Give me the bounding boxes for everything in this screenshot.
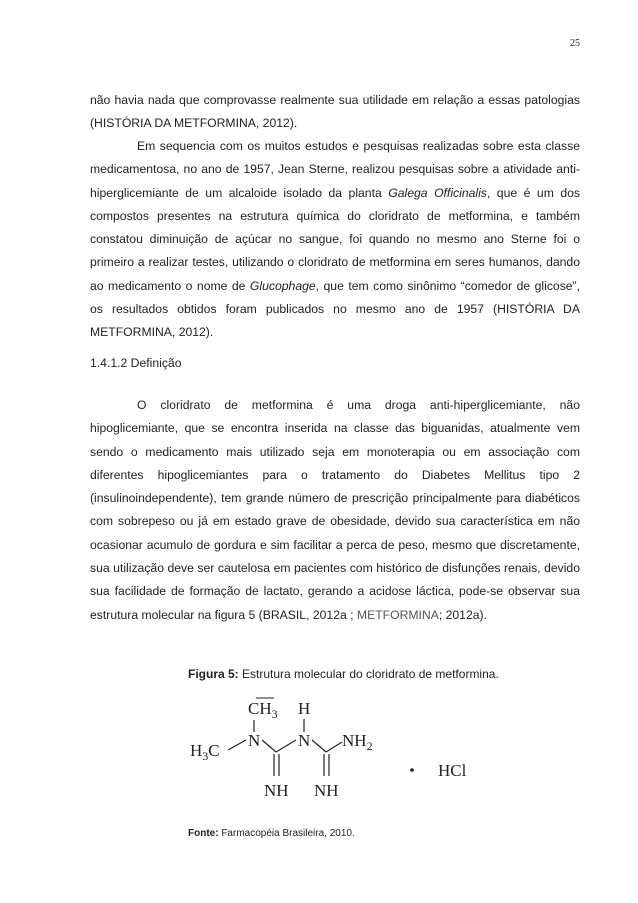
section-heading: 1.4.1.2 Definição	[90, 356, 182, 370]
paragraph-2-part-2: , que é um dos compostos presentes na estrutura química do cloridrato de metformina, e também constatou diminuição de açúcar no sangue, foi quando no mesmo ano Sterne foi o primeiro a realizar testes, utilizando o cloridrato de metformina em seres humanos, dando ao medicamento o nome de	[90, 185, 581, 293]
drug-name: Glucophage	[249, 278, 316, 293]
paragraph-3-text	[90, 394, 580, 627]
bond-c2-nh2	[326, 742, 342, 752]
metformina-link[interactable]: METFORMINA	[356, 607, 439, 622]
metformin-hydrochloride-structure	[190, 690, 490, 820]
figure-source-label: Fonte:	[188, 828, 219, 839]
figure-label: Figura 5:	[188, 667, 239, 681]
paragraph-3-part-2: ; 2012a).	[438, 607, 487, 622]
paragraph-2-part-1: Em sequencia com os muitos estudos e pesquisas realizadas sobre esta classe medicamentosa, no ano de 1957, Jean Sterne, realizou pesquisas sobre a atividade anti-hiperglicemiante de um alcaloide isolado da planta	[90, 139, 580, 200]
figure-source-text: Farmacopéia Brasileira, 2010.	[218, 828, 355, 839]
plant-name: Galega Officinalis	[388, 185, 487, 200]
salt-dot	[410, 768, 414, 772]
n1-label: N	[248, 731, 261, 750]
bond-h3c-n1	[228, 740, 246, 750]
paragraph-3	[90, 394, 580, 627]
bond-c1-n2	[276, 740, 296, 752]
paragraph-2	[90, 135, 580, 345]
bond-n2-c2	[312, 740, 326, 752]
paragraph-3-part-1: O cloridrato de metformina é uma droga anti-hiperglicemiante, não hipoglicemiante, que se encontra inserida na classe das biguanidas, atualmente vem sendo o medicamento mais utilizado seja em monoterapia ou em associação com diferentes hipoglicemiantes para o tratamento do Diabetes Mellitus tipo 2 (insulinoindependente), tem grande número de prescrição principalmente para diabéticos com sobrepeso ou já em estado grave de obesidade, devido sua característica em não ocasionar acumulo de gordura e sim facilitar a perca de peso, mesmo que discretamente, sua utilização deve ser cautelosa em pacientes com histórico de disfunções renais, devido sua facilidade de formação de lactato, gerando a acidose láctica, pode-se observar sua estrutura molecular na figura 5 (BRASIL, 2012a ;	[90, 398, 580, 622]
paragraph-1	[90, 89, 580, 136]
ch3-top-label: $CH_3$	[248, 699, 278, 721]
figure-source	[188, 828, 355, 839]
figure-caption-text: Estrutura molecular do cloridrato de metformina.	[238, 667, 499, 681]
paragraph-1-text: não havia nada que comprovasse realmente sua utilidade em relação a essas patologias (HISTÓRIA DA METFORMINA, 2012).	[90, 93, 580, 131]
nh2-label: $NH_2$	[342, 731, 373, 753]
n2-label: N	[298, 731, 311, 750]
nh-left-label: NH	[264, 781, 289, 800]
hcl-label: HCl	[438, 761, 467, 780]
h3c-label: $H_3C$	[190, 741, 220, 763]
figure-caption	[188, 667, 499, 681]
paragraph-2-text	[90, 135, 580, 345]
page-number: 25	[570, 38, 580, 49]
h-top-label: H	[298, 699, 311, 718]
bond-n1-c1	[262, 740, 276, 752]
paragraph-2-part-3: , que tem como sinônimo “comedor de glicose”, os resultados obtidos foram publicados no mesmo ano de 1957 (HISTÓRIA DA METFORMINA, 2012).	[90, 278, 581, 340]
nh-right-label: NH	[314, 781, 339, 800]
